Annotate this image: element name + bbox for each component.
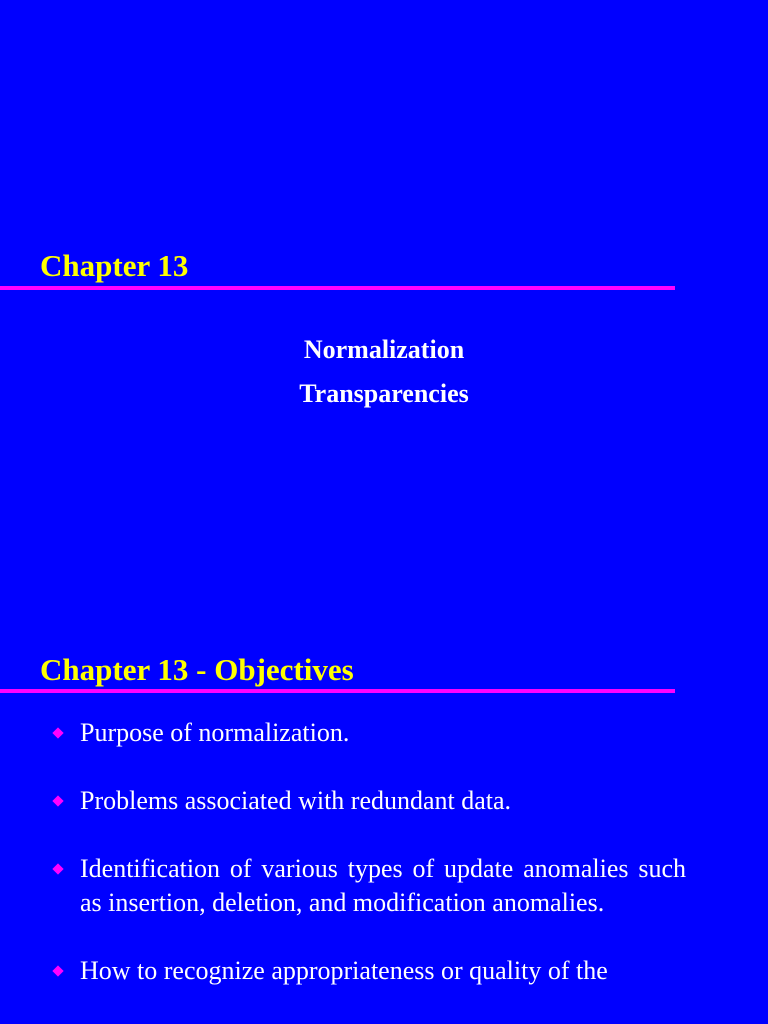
title-rule (0, 286, 675, 290)
title-rule (0, 689, 675, 693)
slide-title: Chapter 13 (40, 248, 189, 283)
list-item (50, 716, 686, 750)
objective-text: Problems associated with redundant data. (80, 786, 512, 815)
diamond-bullet-icon (52, 795, 63, 806)
slide-title: Chapter 13 - Objectives (40, 652, 354, 687)
objectives-slide (0, 620, 768, 1024)
list-item (50, 852, 686, 920)
subtitle-line-transparencies: Transparencies (299, 379, 469, 408)
diamond-bullet-icon (52, 727, 63, 738)
subtitle-line-normalization: Normalization (303, 335, 465, 364)
diamond-bullet-icon (52, 863, 63, 874)
slide-subtitle (0, 328, 768, 416)
diamond-bullet-icon (52, 965, 63, 976)
list-item (50, 784, 686, 818)
objectives-list (50, 716, 686, 1022)
objective-text: Purpose of normalization. (80, 718, 350, 747)
objective-text: How to recognize appropriateness or quality of the (80, 956, 608, 985)
objective-text: Identification of various types of update anomalies such as insertion, deletion, and modification anomalies. (80, 854, 686, 917)
list-item (50, 954, 686, 988)
